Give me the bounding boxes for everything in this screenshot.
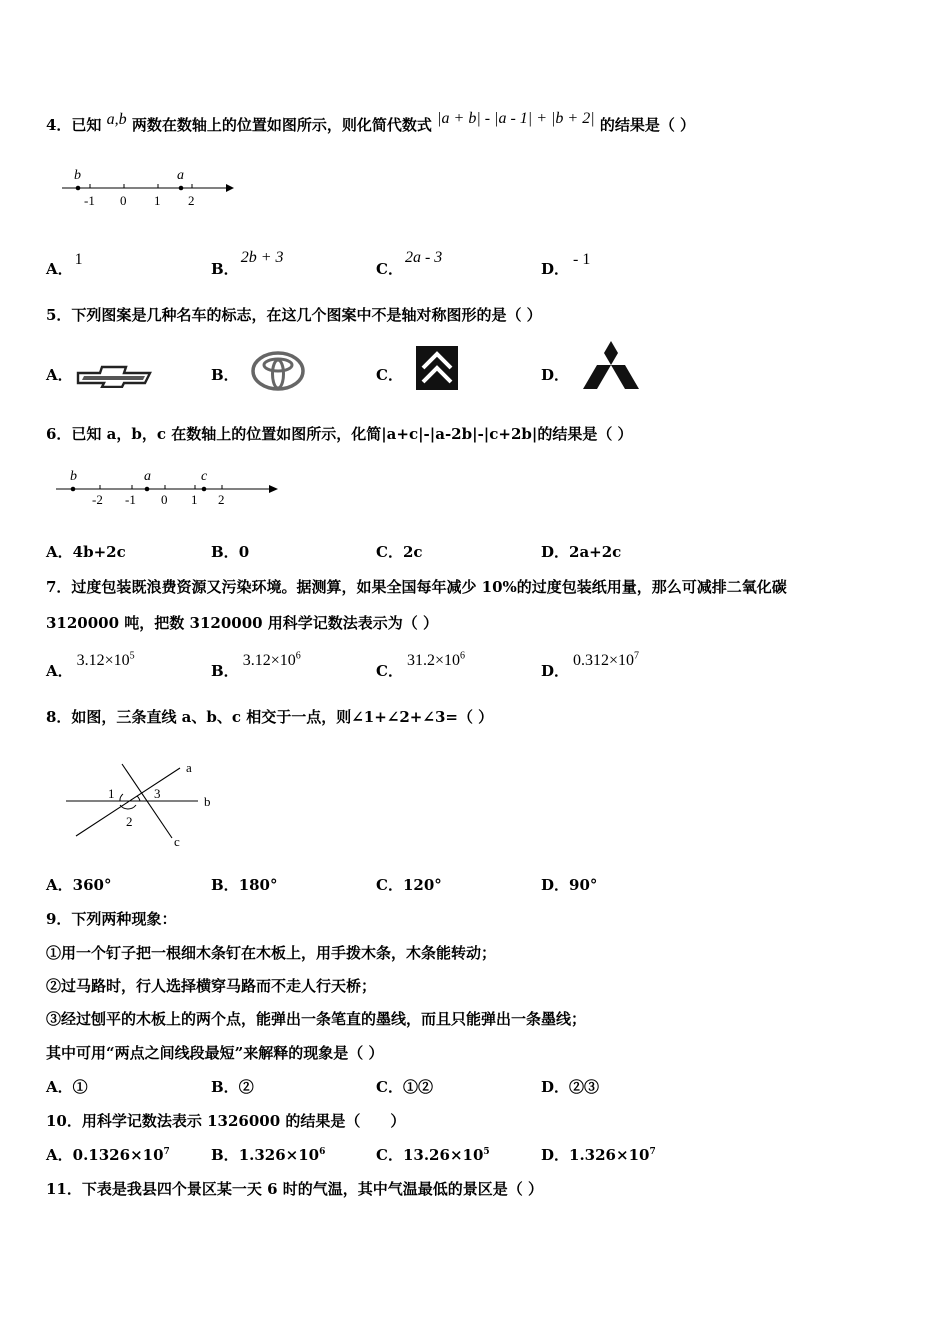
q4-vars: a,b [106, 111, 127, 128]
svg-text:a: a [186, 760, 192, 775]
q7-stem-line1: 7．过度包装既浪费资源又污染环境。据测算，如果全国每年减少 10%的过度包装纸用量，那么可减排二氧化碳 [46, 578, 787, 596]
q5-option-b[interactable]: B． [211, 366, 239, 384]
q6-option-d[interactable]: D．2a+2c [541, 543, 622, 561]
svg-text:c: c [174, 834, 180, 849]
q7-option-c[interactable]: C．$31.2\times 10^6$ [376, 650, 465, 680]
q4-option-c[interactable]: C．2a - 3 [376, 249, 443, 278]
q8-option-b[interactable]: B．180° [211, 876, 278, 894]
svg-text:-1: -1 [125, 492, 136, 507]
q11-stem: 11．下表是我县四个景区某一天 6 时的气温，其中气温最低的景区是（ ） [46, 1180, 543, 1198]
q5-option-c[interactable]: C． [376, 366, 403, 384]
q7-stem-line2: 3120000 吨，把数 3120000 用科学记数法表示为（ ） [46, 614, 439, 632]
q8-intersecting-lines-figure [62, 752, 232, 852]
q7-option-a[interactable]: A．$3.12\times 10^5$ [46, 650, 135, 680]
svg-text:-1: -1 [84, 193, 95, 208]
svg-text:2: 2 [218, 492, 225, 507]
q10-option-a[interactable]: A．$0.1326\times 10^7$ [46, 1146, 170, 1164]
svg-text:1: 1 [191, 492, 198, 507]
q9-question: 其中可用“两点之间线段最短”来解释的现象是（ ） [46, 1044, 384, 1062]
q6-label-a: a [144, 469, 151, 484]
q10-option-c[interactable]: C．$13.26\times 10^5$ [376, 1146, 490, 1164]
svg-text:3: 3 [154, 786, 161, 801]
q10-stem: 10．用科学记数法表示 1326000 的结果是（ ） [46, 1112, 406, 1130]
q4-stem: 4．已知 a,b 两数在数轴上的位置如图所示，则化简代数式 |a + b| - |a - 1| + |b + 2| 的结果是（ ） [46, 110, 696, 134]
q4-number-line [58, 162, 248, 212]
q9-option-a[interactable]: A．① [46, 1078, 88, 1096]
q4-expression: |a + b| - |a - 1| + |b + 2| [437, 110, 595, 127]
svg-text:0: 0 [161, 492, 168, 507]
q9-item-3: ③经过刨平的木板上的两个点，能弹出一条笔直的墨线，而且只能弹出一条墨线； [46, 1010, 587, 1028]
svg-text:b: b [204, 794, 211, 809]
q4-option-d[interactable]: D．- 1 [541, 251, 591, 278]
q6-option-b[interactable]: B．0 [211, 543, 250, 561]
q9-item-2: ②过马路时，行人选择横穿马路而不走人行天桥； [46, 977, 377, 995]
mitsubishi-logo-icon [582, 340, 640, 390]
svg-text:-2: -2 [92, 492, 103, 507]
q7-option-b[interactable]: B．$3.12\times 10^6$ [211, 650, 301, 680]
q8-option-c[interactable]: C．120° [376, 876, 442, 894]
q4-label-b: b [74, 168, 81, 183]
q8-stem: 8．如图，三条直线 a、b、c 相交于一点，则∠1+∠2+∠3=（ ） [46, 708, 494, 726]
q4-label-a: a [177, 168, 184, 183]
q9-option-d[interactable]: D．②③ [541, 1078, 600, 1096]
q6-point-c [202, 487, 207, 492]
chevrolet-logo-icon [75, 362, 153, 388]
q6-number-line [52, 466, 292, 512]
q10-option-b[interactable]: B．$1.326\times 10^6$ [211, 1146, 326, 1164]
q5-option-d[interactable]: D． [541, 366, 570, 384]
q5-option-a[interactable]: A． [46, 366, 73, 384]
svg-text:1: 1 [154, 193, 161, 208]
q8-option-a[interactable]: A．360° [46, 876, 112, 894]
q9-stem: 9．下列两种现象： [46, 910, 177, 928]
q10-option-d[interactable]: D．$1.326\times 10^7$ [541, 1146, 656, 1164]
q5-stem: 5．下列图案是几种名车的标志，在这几个图案中不是轴对称图形的是（ ） [46, 306, 542, 324]
svg-text:2: 2 [126, 814, 133, 829]
q8-option-d[interactable]: D．90° [541, 876, 598, 894]
svg-text:2: 2 [188, 193, 195, 208]
q6-option-c[interactable]: C．2c [376, 543, 423, 561]
q4-option-a[interactable]: A．1 [46, 251, 83, 278]
q6-stem: 6．已知 a，b，c 在数轴上的位置如图所示，化简|a+c|-|a-2b|-|c+2b|的结果是（ ） [46, 425, 633, 443]
q6-label-c: c [201, 469, 208, 484]
q6-option-a[interactable]: A．4b+2c [46, 543, 126, 561]
svg-text:0: 0 [120, 193, 127, 208]
q4-point-b [76, 186, 81, 191]
q9-option-b[interactable]: B．② [211, 1078, 254, 1096]
q6-point-b [71, 487, 76, 492]
svg-text:1: 1 [108, 786, 115, 801]
q6-label-b: b [70, 469, 77, 484]
q9-option-c[interactable]: C．①② [376, 1078, 433, 1096]
q6-point-a [145, 487, 150, 492]
citroen-logo-icon [416, 346, 458, 390]
q7-option-d[interactable]: D．$0.312\times 10^7$ [541, 650, 640, 680]
toyota-logo-icon [250, 350, 306, 392]
q4-point-a [179, 186, 184, 191]
q4-option-b[interactable]: B．2b + 3 [211, 249, 284, 278]
q9-item-1: ①用一个钉子把一根细木条钉在木板上，用手拨木条，木条能转动； [46, 944, 497, 962]
